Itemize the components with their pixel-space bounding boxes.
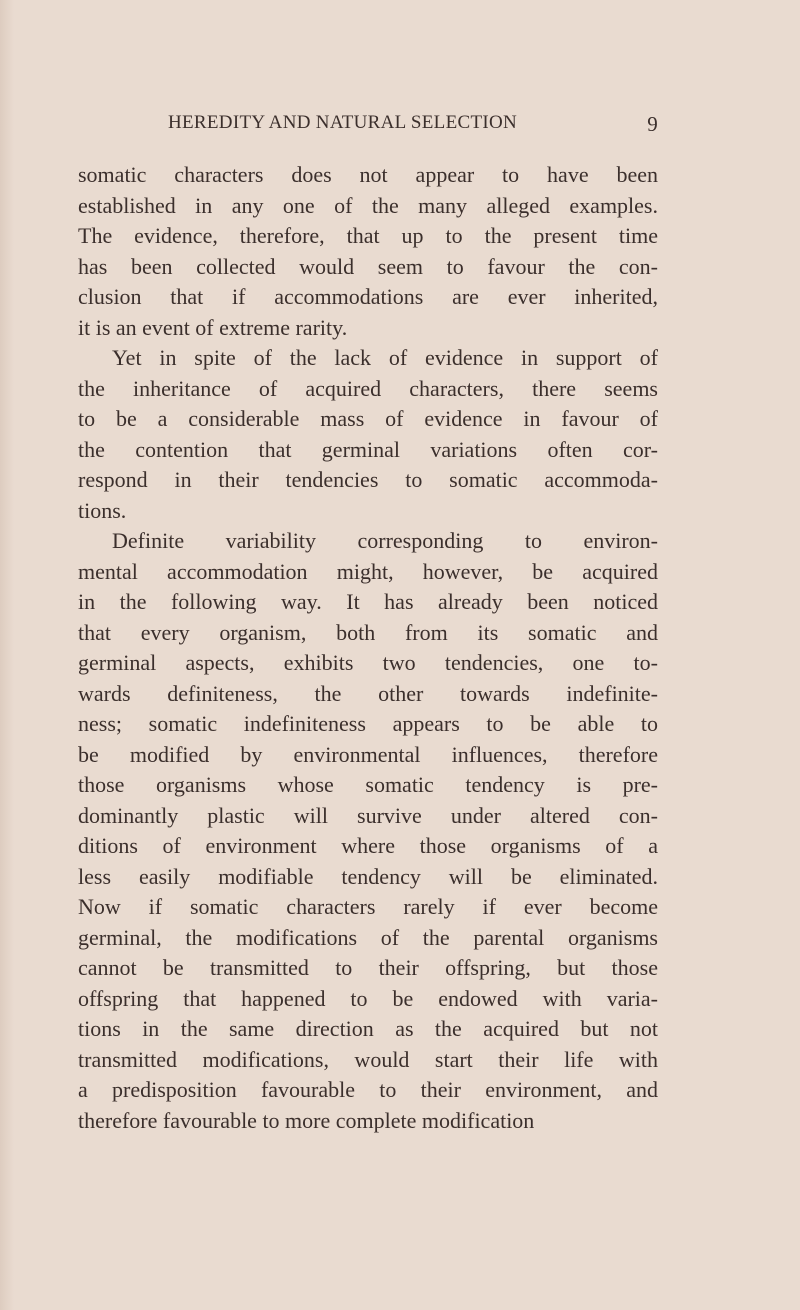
running-header [168,112,658,138]
text-line: respond in their tendencies to somatic accommoda- [78,467,658,492]
page-number: 9 [647,112,658,136]
text-line: those organisms whose somatic tendency is pre- [78,772,658,797]
text-line: germinal aspects, exhibits two tendencies, one to- [78,650,658,675]
text-line: cannot be transmitted to their offspring, but those [78,955,658,980]
text-line: the contention that germinal variations often cor- [78,436,658,462]
text-line: transmitted modifications, would start their life with [78,1046,658,1072]
text-line: clusion that if accommodations are ever inherited, [78,284,658,309]
running-title: HEREDITY AND NATURAL SELECTION [168,112,518,133]
text-line: to be a considerable mass of evidence in favour of [78,406,658,431]
text-line: in the following way. It has already been noticed [78,589,658,614]
text-line: less easily modifiable tendency will be eliminated. [78,863,658,889]
text-line: offspring that happened to be endowed with varia- [78,985,658,1011]
text-line: somatic characters does not appear to have been [78,162,658,187]
text-line: that every organism, both from its somatic and [78,619,658,645]
text-line: it is an event of extreme rarity. [78,314,348,340]
page-edge [0,0,14,1310]
text-line: has been collected would seem to favour the con- [78,253,658,279]
text-line: ditions of environment where those organisms of a [78,833,658,858]
text-line: a predisposition favourable to their environment, and [78,1077,658,1102]
text-line: the inheritance of acquired characters, there seems [78,375,658,401]
text-line: wards definiteness, the other towards indefinite- [78,680,658,706]
text-line: Now if somatic characters rarely if ever become [78,894,658,919]
text-line: established in any one of the many alleged examples. [78,192,658,218]
text-line: dominantly plastic will survive under altered con- [78,802,658,828]
text-line: Definite variability corresponding to environ- [112,528,658,553]
text-line: tions in the same direction as the acquired but not [78,1016,658,1041]
text-line: ness; somatic indefiniteness appears to be able to [78,711,658,736]
text-line: tions. [78,497,127,523]
text-line: therefore favourable to more complete modification [78,1107,535,1133]
text-line: germinal, the modifications of the parental organisms [78,924,658,950]
text-line: mental accommodation might, however, be acquired [78,558,658,584]
text-line: Yet in spite of the lack of evidence in support of [112,345,658,370]
body-text [78,160,658,1136]
text-line: be modified by environmental influences, therefore [78,741,658,767]
text-line: The evidence, therefore, that up to the present time [78,223,658,248]
